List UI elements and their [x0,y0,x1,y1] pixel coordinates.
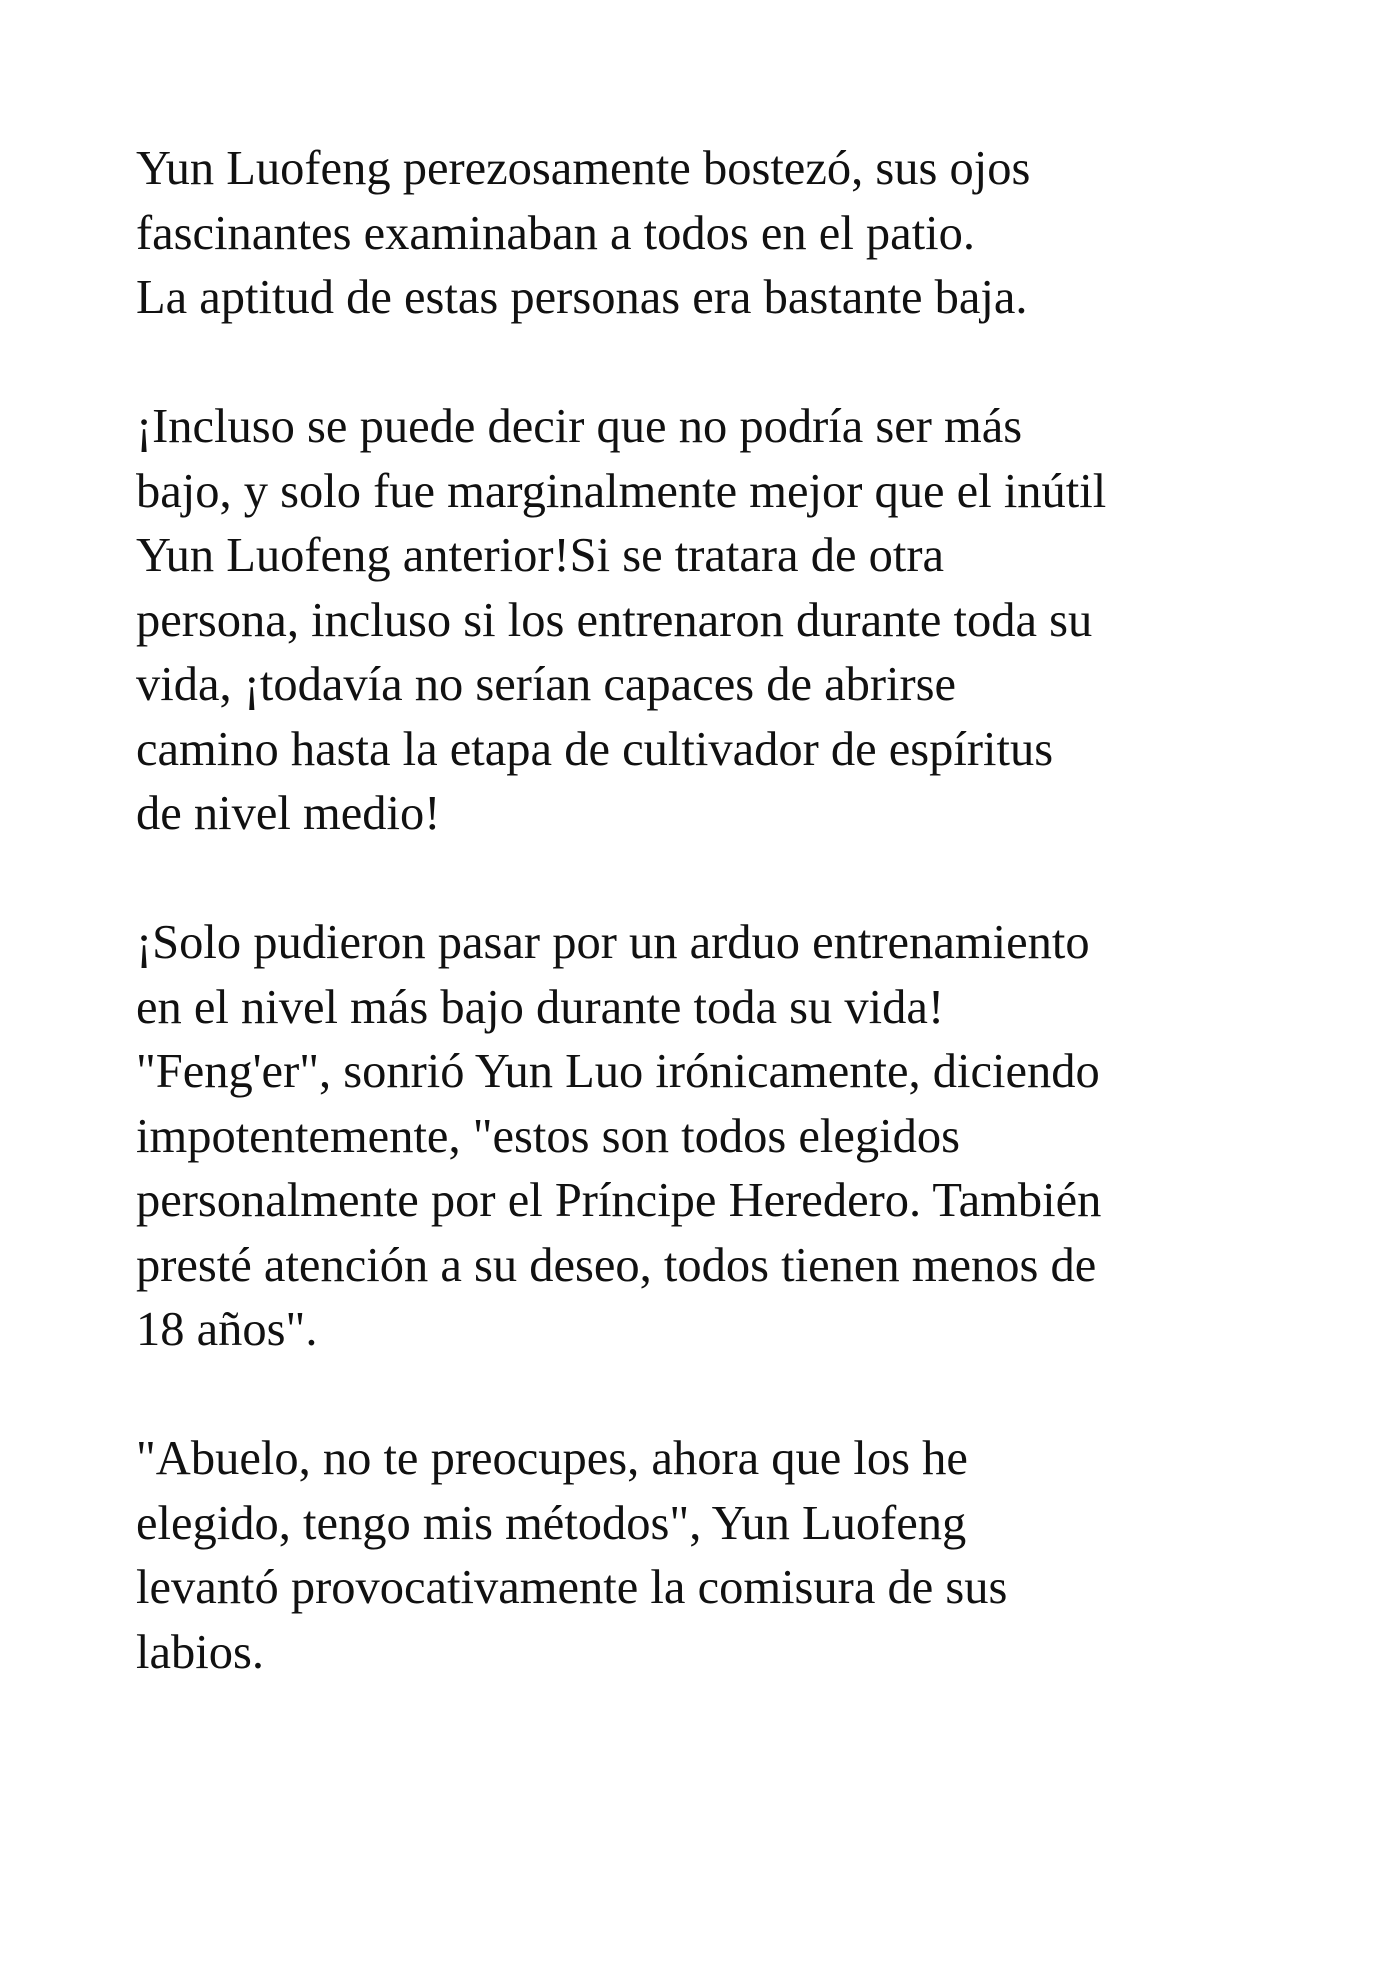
text-line: ¡Solo pudieron pasar por un arduo entrenamiento [136,916,1090,969]
text-line: personalmente por el Príncipe Heredero. También [136,1174,1102,1227]
paragraph-3 [136,911,1336,1363]
document-body [136,137,1336,1685]
text-line: ¡Incluso se puede decir que no podría ser más [136,400,1023,453]
text-line: en el nivel más bajo durante toda su vida! [136,980,945,1034]
text-line: labios. [136,1625,264,1679]
paragraph-4 [136,1427,1336,1685]
text-line: "Feng'er", sonrió Yun Luo irónicamente, diciendo [136,1045,1100,1098]
text-line: de nivel medio! [136,787,441,840]
text-line: La aptitud de estas personas era bastante baja. [136,271,1028,324]
text-line: elegido, tengo mis métodos", Yun Luofeng [136,1496,967,1550]
paragraph-spacer [136,331,1336,396]
paragraph-2 [136,395,1336,847]
text-line: 18 años". [136,1303,318,1356]
text-line: "Abuelo, no te preocupes, ahora que los he [136,1432,968,1485]
text-line: fascinantes examinaban a todos en el patio. [136,206,976,260]
text-line: Yun Luofeng anterior!Si se tratara de otra [136,529,945,582]
text-line: persona, incluso si los entrenaron durante toda su [136,593,1093,647]
text-line: presté atención a su deseo, todos tienen menos de [136,1238,1097,1292]
text-line: levantó provocativamente la comisura de sus [136,1561,1008,1614]
text-line: bajo, y solo fue marginalmente mejor que el inútil [136,464,1107,518]
paragraph-1 [136,137,1336,331]
text-line: camino hasta la etapa de cultivador de espíritus [136,722,1054,776]
text-line: Yun Luofeng perezosamente bostezó, sus ojos [136,142,1031,195]
text-line: vida, ¡todavía no serían capaces de abrirse [136,658,957,711]
paragraph-spacer [136,1363,1336,1428]
text-line: impotentemente, "estos son todos elegidos [136,1109,960,1163]
paragraph-spacer [136,847,1336,912]
